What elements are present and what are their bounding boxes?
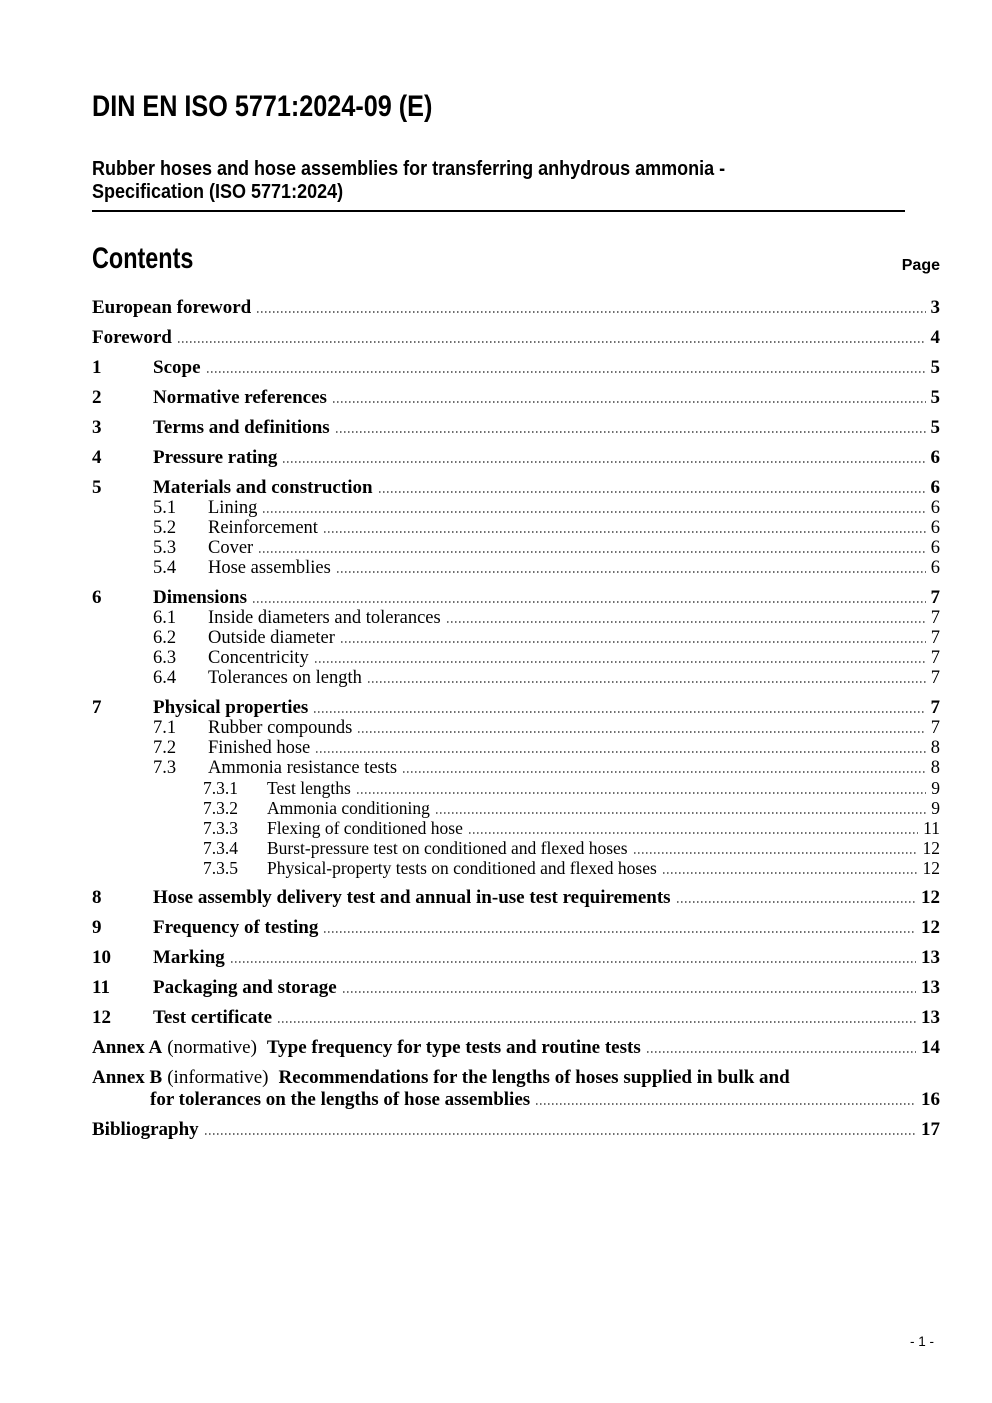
toc-entry — [153, 518, 940, 538]
toc-entry-title: Foreword — [92, 327, 172, 348]
toc-entry-number: 1 — [92, 357, 102, 378]
toc-entry-number: 6.1 — [153, 608, 177, 628]
dot-leader — [231, 961, 916, 963]
toc-entry — [92, 1038, 940, 1058]
dot-leader — [368, 681, 926, 683]
page-column-label: Page — [901, 257, 940, 274]
toc-entry — [153, 538, 940, 558]
toc-entry-title: Frequency of testing — [153, 917, 319, 938]
toc-entry-page: 7 — [930, 587, 940, 608]
toc-entry-number: 7.3.4 — [203, 838, 238, 858]
toc-entry-number: 10 — [92, 947, 111, 968]
toc-entry-number: 7.2 — [153, 738, 177, 758]
toc-entry — [92, 918, 940, 938]
dot-leader — [178, 341, 926, 343]
toc-entry-number: 7.3.5 — [203, 858, 238, 878]
toc-entry-page: 7 — [930, 628, 940, 648]
toc-entry-title: Terms and definitions — [153, 417, 330, 438]
toc-entry-page: 17 — [921, 1119, 940, 1140]
toc-entry — [92, 698, 940, 718]
toc-entry-title: Type frequency for type tests and routine tests — [266, 1037, 641, 1058]
toc-entry-number: 5.4 — [153, 558, 177, 578]
dot-leader — [333, 401, 926, 403]
document-title-block — [92, 158, 905, 212]
toc-entry-number: 7.1 — [153, 718, 177, 738]
toc-entry-page: 6 — [930, 558, 940, 578]
toc-entry — [92, 478, 940, 498]
toc-entry — [92, 888, 940, 908]
dot-leader — [403, 771, 926, 773]
dot-leader — [263, 511, 925, 513]
toc-entry-title: Bibliography — [92, 1119, 199, 1140]
toc-entry-page: 7 — [930, 648, 940, 668]
toc-entry-number: 12 — [92, 1007, 111, 1028]
toc-entry-page: 13 — [921, 947, 940, 968]
toc-entry — [203, 818, 940, 838]
toc-entry-title: Inside diameters and tolerances — [208, 608, 441, 628]
toc-entry-number: 2 — [92, 387, 102, 408]
toc-annex-prefix: Annex B — [92, 1067, 163, 1088]
toc-entry-number: 7 — [92, 697, 102, 718]
dot-leader — [341, 641, 926, 643]
toc-entry — [92, 588, 940, 608]
dot-leader — [278, 1021, 916, 1023]
toc-entry-number: 6.2 — [153, 628, 177, 648]
dot-leader — [259, 551, 926, 553]
toc-entry-number: 8 — [92, 887, 102, 908]
document-title — [92, 158, 824, 204]
toc-entry-title: Burst-pressure test on conditioned and flexed hoses — [267, 838, 628, 858]
dot-leader — [207, 371, 926, 373]
toc-entry-number: 11 — [92, 977, 110, 998]
toc-entry — [92, 298, 940, 318]
toc-entry-title: Physical properties — [153, 697, 309, 718]
toc-entry-title: Ammonia resistance tests — [208, 758, 398, 778]
toc-entry-title: Marking — [153, 947, 225, 968]
dot-leader — [343, 991, 916, 993]
dot-leader — [447, 621, 926, 623]
toc-entry-title: Normative references — [153, 387, 327, 408]
dot-leader — [358, 731, 925, 733]
toc-entry-page: 16 — [921, 1089, 940, 1110]
dot-leader — [469, 832, 918, 834]
table-of-contents — [92, 288, 940, 1140]
contents-heading: Contents — [92, 242, 194, 275]
dot-leader — [647, 1051, 916, 1053]
toc-entry — [92, 328, 940, 348]
toc-entry — [92, 448, 940, 468]
toc-entry-title: Hose assemblies — [208, 558, 331, 578]
toc-entry-page: 6 — [930, 447, 940, 468]
document-title-line2: Specification (ISO 5771:2024) — [92, 181, 344, 203]
toc-entry-page: 11 — [923, 818, 940, 838]
toc-entry-number: 6 — [92, 587, 102, 608]
toc-entry — [92, 1068, 940, 1088]
dot-leader — [436, 812, 926, 814]
dot-leader — [253, 601, 926, 603]
toc-entry-page: 5 — [930, 387, 940, 408]
footer-page-number: - 1 - — [909, 1334, 934, 1349]
toc-entry-page: 7 — [930, 718, 940, 738]
contents-header-row — [92, 243, 940, 275]
toc-entry-title: Materials and construction — [153, 477, 373, 498]
dot-leader — [336, 431, 926, 433]
dot-leader — [337, 571, 926, 573]
dot-leader — [205, 1133, 916, 1135]
toc-entry-title: Packaging and storage — [153, 977, 337, 998]
toc-entry — [153, 628, 940, 648]
toc-entry — [153, 758, 940, 778]
toc-entry-title: Rubber compounds — [208, 718, 353, 738]
toc-entry-number: 9 — [92, 917, 102, 938]
toc-entry-number: 5.3 — [153, 538, 177, 558]
toc-entry-page: 12 — [921, 917, 940, 938]
toc-entry-page: 5 — [930, 357, 940, 378]
toc-entry — [153, 668, 940, 688]
document-title-line1: Rubber hoses and hose assemblies for transferring anhydrous ammonia - — [92, 158, 726, 180]
dot-leader — [634, 852, 918, 854]
toc-entry — [153, 558, 940, 578]
toc-entry — [92, 948, 940, 968]
toc-entry — [203, 858, 940, 878]
toc-entry — [92, 388, 940, 408]
toc-entry-title: Ammonia conditioning — [267, 798, 430, 818]
toc-entry-number: 5 — [92, 477, 102, 498]
toc-entry-title: Concentricity — [208, 648, 309, 668]
toc-entry-page: 14 — [921, 1037, 940, 1058]
toc-entry-page: 8 — [930, 758, 940, 778]
toc-entry-number: 6.3 — [153, 648, 177, 668]
toc-entry-title: Recommendations for the lengths of hoses supplied in bulk and — [278, 1067, 790, 1088]
toc-entry-number: 7.3.2 — [203, 798, 238, 818]
toc-entry-page: 12 — [921, 887, 940, 908]
toc-entry — [153, 608, 940, 628]
toc-entry — [92, 358, 940, 378]
toc-annex-prefix: Annex A — [92, 1037, 163, 1058]
toc-entry-page: 6 — [930, 498, 940, 518]
toc-entry-title: Test lengths — [267, 778, 351, 798]
dot-leader — [324, 931, 916, 933]
toc-entry-page: 6 — [930, 477, 940, 498]
toc-entry-page: 12 — [922, 858, 940, 878]
toc-entry-page: 3 — [930, 297, 940, 318]
toc-entry-page: 4 — [930, 327, 940, 348]
toc-entry-page: 7 — [930, 697, 940, 718]
toc-entry-title: Cover — [208, 538, 254, 558]
dot-leader — [257, 311, 925, 313]
toc-entry-page: 5 — [930, 417, 940, 438]
toc-entry — [203, 798, 940, 818]
toc-entry-number: 6.4 — [153, 668, 177, 688]
dot-leader — [283, 461, 925, 463]
dot-leader — [677, 901, 916, 903]
dot-leader — [316, 751, 925, 753]
toc-entry-title: European foreword — [92, 297, 252, 318]
toc-entry-title: for tolerances on the lengths of hose assemblies — [150, 1089, 531, 1110]
toc-entry-number: 7.3.3 — [203, 818, 238, 838]
toc-entry-number: 5.2 — [153, 518, 177, 538]
toc-entry — [153, 738, 940, 758]
toc-entry-title: Physical-property tests on conditioned and flexed hoses — [267, 858, 657, 878]
toc-entry-title: Tolerances on length — [208, 668, 362, 688]
toc-entry — [92, 418, 940, 438]
toc-entry — [153, 718, 940, 738]
toc-entry-page: 6 — [930, 538, 940, 558]
toc-entry-title: Finished hose — [208, 738, 311, 758]
toc-entry — [203, 838, 940, 858]
toc-entry — [153, 498, 940, 518]
toc-entry-title: Scope — [153, 357, 201, 378]
toc-entry-page: 13 — [921, 1007, 940, 1028]
toc-entry-continuation — [92, 1090, 940, 1110]
toc-annex-qualifier: (informative) — [167, 1067, 269, 1088]
dot-leader — [314, 711, 925, 713]
toc-entry-number: 7.3.1 — [203, 778, 238, 798]
toc-entry-page: 13 — [921, 977, 940, 998]
toc-entry-title: Hose assembly delivery test and annual in-use test requirements — [153, 887, 671, 908]
toc-entry — [92, 978, 940, 998]
toc-entry-page: 9 — [931, 798, 940, 818]
toc-entry — [92, 1008, 940, 1028]
document-code: DIN EN ISO 5771:2024-09 (E) — [92, 90, 433, 123]
toc-entry-number: 3 — [92, 417, 102, 438]
toc-entry-page: 7 — [930, 668, 940, 688]
toc-entry-page: 6 — [930, 518, 940, 538]
toc-entry-number: 4 — [92, 447, 102, 468]
toc-entry-title: Pressure rating — [153, 447, 278, 468]
dot-leader — [324, 531, 926, 533]
dot-leader — [357, 792, 926, 794]
dot-leader — [536, 1103, 916, 1105]
toc-entry-title: Dimensions — [153, 587, 247, 608]
toc-entry-title: Reinforcement — [208, 518, 318, 538]
toc-entry — [153, 648, 940, 668]
dot-leader — [379, 491, 926, 493]
toc-entry-title: Lining — [208, 498, 258, 518]
toc-entry-page: 9 — [931, 778, 940, 798]
toc-entry-title: Flexing of conditioned hose — [267, 818, 463, 838]
toc-annex-qualifier: (normative) — [167, 1037, 257, 1058]
toc-entry — [92, 1120, 940, 1140]
toc-entry — [203, 778, 940, 798]
toc-entry-page: 7 — [930, 608, 940, 628]
dot-leader — [315, 661, 926, 663]
toc-entry-number: 5.1 — [153, 498, 177, 518]
toc-entry-page: 8 — [930, 738, 940, 758]
dot-leader — [663, 872, 918, 874]
toc-entry-title: Test certificate — [153, 1007, 273, 1028]
toc-entry-number: 7.3 — [153, 758, 177, 778]
toc-entry-title: Outside diameter — [208, 628, 335, 648]
toc-entry-page: 12 — [922, 838, 940, 858]
